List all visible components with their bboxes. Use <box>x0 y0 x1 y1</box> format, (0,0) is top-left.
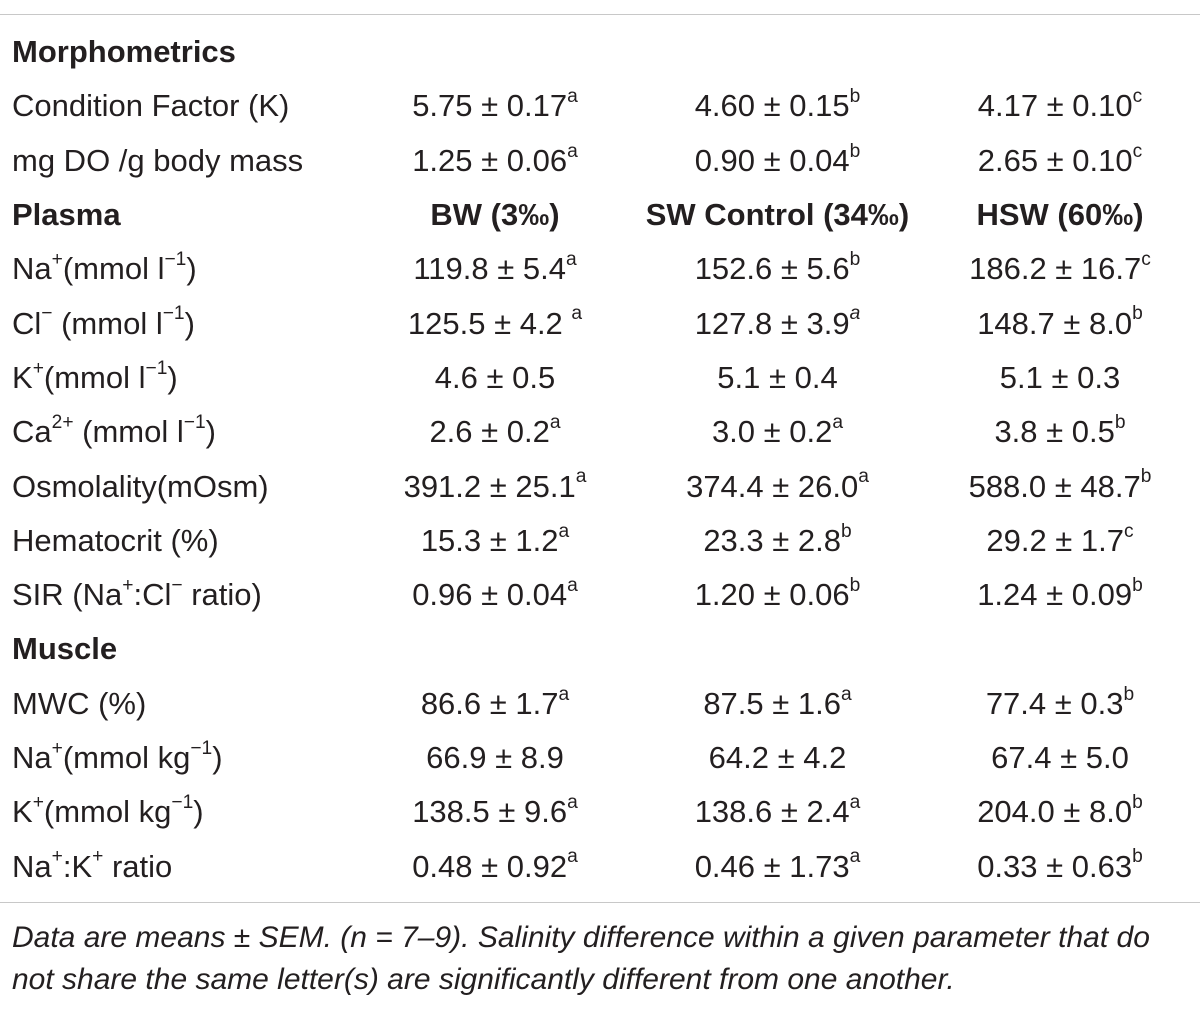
row-label: SIR (Na+:Cl− ratio) <box>12 574 262 613</box>
cell-sw: 138.6 ± 2.4$^a$ <box>694 792 861 830</box>
cell-hsw: 4.17 ± 0.10$^c$ <box>977 86 1143 124</box>
cell-bw: 0.48 ± 0.92$^a$ <box>412 846 578 884</box>
row-label: Cl− (mmol $l^{-1}$) <box>12 303 195 341</box>
table-row <box>0 242 1200 296</box>
cell-sw: 5.1 ± 0.4 <box>717 359 838 395</box>
table-row <box>0 296 1200 350</box>
table-row <box>0 568 1200 622</box>
cell-bw: 5.75 ± 0.17$^a$ <box>412 86 578 124</box>
row-label: K+(mmol $kg^{-1}$) <box>12 792 204 830</box>
cell-sw: 4.60 ± 0.15$^b$ <box>694 86 861 124</box>
row-label: Na+:K+ ratio <box>12 846 173 884</box>
cell-hsw: 1.24 ± 0.09$^b$ <box>977 574 1143 613</box>
cell-sw: 23.3 ± 2.8$^b$ <box>703 520 852 558</box>
section-heading: Plasma <box>12 197 121 233</box>
cell-sw: 87.5 ± 1.6$^a$ <box>703 683 852 721</box>
table-footnote: Data are means ± SEM. (n = 7–9). Salinity difference within a given parameter that do not share the same letter(s) are significantly different from one another. <box>12 921 1150 996</box>
table-row <box>0 514 1200 568</box>
section-heading: Morphometrics <box>12 34 236 70</box>
cell-bw: 119.8 ± 5.4$^a$ <box>413 249 577 287</box>
cell-sw: 152.6 ± 5.6$^b$ <box>694 249 861 287</box>
cell-bw: 4.6 ± 0.5 <box>434 359 556 395</box>
table-row <box>0 459 1200 513</box>
table-row <box>0 351 1200 405</box>
cell-bw: 1.25 ± 0.06$^a$ <box>412 140 578 178</box>
cell-sw: 3.0 ± 0.2$^a$ <box>711 412 844 450</box>
cell-hsw: 2.65 ± 0.10$^c$ <box>977 140 1143 178</box>
table-top-rule <box>0 14 1200 15</box>
cell-sw: 0.90 ± 0.04$^b$ <box>694 140 861 178</box>
cell-sw: 64.2 ± 4.2 <box>708 740 847 775</box>
table-bottom-rule <box>0 902 1200 903</box>
cell-hsw: 148.7 ± 8.0$^b$ <box>977 303 1143 341</box>
table-row <box>0 731 1200 785</box>
cell-sw: 0.46 ± 1.73$^a$ <box>694 846 861 884</box>
cell-bw: 391.2 ± 25.1$^a$ <box>403 466 587 504</box>
cell-sw: 374.4 ± 26.0$^a$ <box>686 466 869 504</box>
results-table <box>0 25 1200 894</box>
cell-sw: 127.8 ± 3.9$^a$ <box>694 303 861 341</box>
cell-hsw: 29.2 ± 1.7$^c$ <box>986 520 1134 558</box>
cell-bw: 15.3 ± 1.2$^a$ <box>420 520 570 558</box>
row-label: Condition Factor (K) <box>12 88 290 124</box>
cell-hsw: 67.4 ± 5.0 <box>991 740 1129 775</box>
row-label: MWC (%) <box>12 685 147 721</box>
table-row <box>0 405 1200 459</box>
section-row-muscle <box>0 622 1200 676</box>
cell-hsw: 0.33 ± 0.63$^b$ <box>977 846 1143 884</box>
column-header-hsw: HSW (60‰) <box>976 197 1144 233</box>
cell-bw: 2.6 ± 0.2$^a$ <box>429 412 561 450</box>
table-row <box>0 839 1200 893</box>
row-label: mg DO /g body mass <box>12 142 304 178</box>
table-row <box>0 785 1200 839</box>
table-row <box>0 134 1200 188</box>
cell-hsw: 3.8 ± 0.5$^b$ <box>994 412 1126 450</box>
cell-hsw: 588.0 ± 48.7$^b$ <box>968 466 1152 504</box>
row-label: Na+(mmol $kg^{-1}$) <box>12 737 223 775</box>
row-label: Hematocrit (%) <box>12 522 219 558</box>
cell-bw: 138.5 ± 9.6$^a$ <box>412 792 578 830</box>
cell-hsw: 77.4 ± 0.3$^b$ <box>985 683 1135 721</box>
table-row <box>0 79 1200 133</box>
cell-hsw: 186.2 ± 16.7$^c$ <box>969 249 1151 287</box>
cell-bw: 86.6 ± 1.7$^a$ <box>420 683 570 721</box>
cell-sw: 1.20 ± 0.06$^b$ <box>694 574 861 613</box>
cell-hsw: 5.1 ± 0.3 <box>999 359 1121 395</box>
column-header-row <box>0 188 1200 242</box>
cell-bw: 0.96 ± 0.04$^a$ <box>412 574 578 613</box>
cell-bw: 66.9 ± 8.9 <box>426 740 564 775</box>
cell-bw: 125.5 ± 4.2 $^a$ <box>407 303 583 341</box>
section-heading: Muscle <box>12 631 118 667</box>
column-header-sw-control: SW Control (34‰) <box>645 197 910 233</box>
row-label: Osmolality(mOsm) <box>12 468 269 504</box>
row-label: K+(mmol $l^{-1}$) <box>12 357 178 395</box>
table-row <box>0 677 1200 731</box>
column-header-bw: BW (3‰) <box>430 197 560 233</box>
row-label: Na+(mmol $l^{-1}$) <box>12 249 197 287</box>
section-row-morphometrics <box>0 25 1200 79</box>
cell-hsw: 204.0 ± 8.0$^b$ <box>977 792 1143 830</box>
row-label: $Ca^{2+}$ (mmol $l^{-1}$) <box>12 412 216 450</box>
